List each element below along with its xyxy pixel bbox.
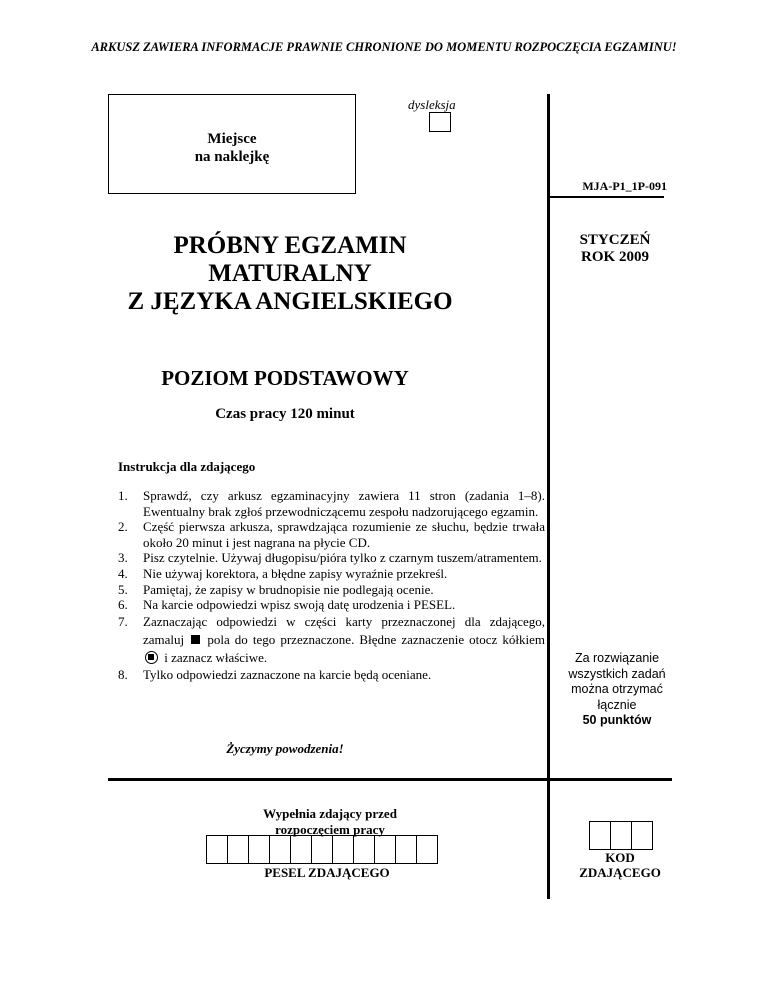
instruction-text: Zaznaczając odpowiedzi w części karty przeznaczonej dla zdającego, zamaluj xyxy=(143,613,545,647)
instruction-number: 8. xyxy=(118,666,128,682)
kod-label xyxy=(560,850,680,880)
pesel-digit-box[interactable] xyxy=(311,835,333,864)
good-luck-text: Życzymy powodzenia! xyxy=(226,741,344,756)
kod-label-line1: KOD xyxy=(605,850,635,865)
instruction-item xyxy=(118,597,545,613)
pesel-label: PESEL ZDAJĄCEGO xyxy=(264,865,390,880)
points-total: 50 punktów xyxy=(582,713,652,727)
instruction-item xyxy=(118,488,545,519)
title-line3: Z JĘZYKA ANGIELSKIEGO xyxy=(127,288,453,315)
instruction-item xyxy=(118,550,545,566)
date-month: STYCZEŃ xyxy=(579,232,651,248)
dyslexia-label: dysleksja xyxy=(408,97,456,112)
exam-code-underline xyxy=(547,196,664,198)
instruction-number: 7. xyxy=(118,613,128,629)
points-line: wszystkich zadań xyxy=(568,666,666,681)
pesel-digit-box[interactable] xyxy=(269,835,291,864)
instruction-number: 1. xyxy=(118,488,128,503)
instruction-number: 6. xyxy=(118,597,128,613)
dyslexia-checkbox[interactable] xyxy=(429,112,451,132)
pesel-digit-box[interactable] xyxy=(374,835,396,864)
title-line1: PRÓBNY EGZAMIN xyxy=(173,232,407,259)
pesel-digit-box[interactable] xyxy=(395,835,417,864)
kod-label-line2: ZDAJĄCEGO xyxy=(579,865,661,880)
warning-header: ARKUSZ ZAWIERA INFORMACJE PRAWNIE CHRONIONE DO MOMENTU ROZPOCZĘCIA EGZAMINU! xyxy=(91,40,677,54)
points-line: można otrzymać xyxy=(571,682,663,696)
kod-digit-box[interactable] xyxy=(631,821,653,850)
pesel-digit-box[interactable] xyxy=(416,835,438,864)
exam-date xyxy=(565,232,665,266)
instruction-number: 3. xyxy=(118,550,128,566)
instruction-item xyxy=(118,519,545,550)
instruction-text: Część pierwsza arkusza, sprawdzająca rozumienie ze słuchu, będzie trwała około 20 minut i jest nagrana na płycie CD. xyxy=(143,519,545,550)
kod-input-boxes[interactable] xyxy=(590,821,653,850)
circled-square-icon xyxy=(145,651,158,664)
exam-time: Czas pracy 120 minut xyxy=(215,406,355,422)
sticker-line2: na naklejkę xyxy=(194,149,270,165)
date-year: ROK 2009 xyxy=(581,249,649,265)
instruction-text: Pisz czytelnie. Używaj długopisu/pióra tylko z czarnym tuszem/atramentem. xyxy=(143,550,542,566)
exam-code: MJA-P1_1P-091 xyxy=(582,179,667,193)
instruction-text: Na karcie odpowiedzi wpisz swoją datę urodzenia i PESEL. xyxy=(143,597,456,613)
horizontal-divider xyxy=(108,778,672,781)
instruction-number: 5. xyxy=(118,581,128,597)
pesel-digit-box[interactable] xyxy=(332,835,354,864)
pesel-digit-box[interactable] xyxy=(290,835,312,864)
points-line: łącznie xyxy=(597,697,637,712)
instruction-item xyxy=(118,566,545,582)
instructions-list xyxy=(118,488,545,682)
instruction-text: pola do tego przeznaczone. Błędne zaznaczenie otocz kółkiem xyxy=(207,631,546,647)
sticker-line1: Miejsce xyxy=(207,131,257,147)
kod-digit-box[interactable] xyxy=(610,821,632,850)
pesel-input-boxes[interactable] xyxy=(207,835,438,864)
instruction-text: Nie używaj korektora, a błędne zapisy wyraźnie przekreśl. xyxy=(143,565,448,581)
instruction-text: Pamiętaj, że zapisy w brudnopisie nie podlegają ocenie. xyxy=(143,581,434,597)
points-line: Za rozwiązanie xyxy=(574,651,660,665)
fill-line: Wypełnia zdający przed xyxy=(263,806,397,821)
pesel-digit-box[interactable] xyxy=(206,835,228,864)
pesel-digit-box[interactable] xyxy=(227,835,249,864)
pesel-digit-box[interactable] xyxy=(248,835,270,864)
exam-level: POZIOM PODSTAWOWY xyxy=(161,366,409,390)
fill-before-label xyxy=(220,806,440,838)
exam-title xyxy=(100,232,480,316)
sticker-label xyxy=(108,130,356,166)
instruction-text: Sprawdź, czy arkusz egzaminacyjny zawiera 11 stron (zadania 1–8). Ewentualny brak zgłoś przewodniczącemu zespołu nadzorującego egzamin. xyxy=(143,488,545,519)
instructions-heading: Instrukcja dla zdającego xyxy=(118,459,256,474)
instruction-item xyxy=(118,582,545,598)
fill-line: rozpoczęciem pracy xyxy=(275,822,385,837)
instruction-text: Tylko odpowiedzi zaznaczone na karcie będą oceniane. xyxy=(143,666,432,682)
kod-digit-box[interactable] xyxy=(589,821,611,850)
instruction-number: 4. xyxy=(118,565,128,581)
instruction-item xyxy=(118,613,545,667)
pesel-digit-box[interactable] xyxy=(353,835,375,864)
instruction-number: 2. xyxy=(118,519,128,535)
instruction-item xyxy=(118,667,545,683)
instruction-text: i zaznacz właściwe. xyxy=(164,649,268,665)
points-info xyxy=(563,651,671,729)
filled-square-icon xyxy=(191,635,200,644)
title-line2: MATURALNY xyxy=(208,260,372,287)
